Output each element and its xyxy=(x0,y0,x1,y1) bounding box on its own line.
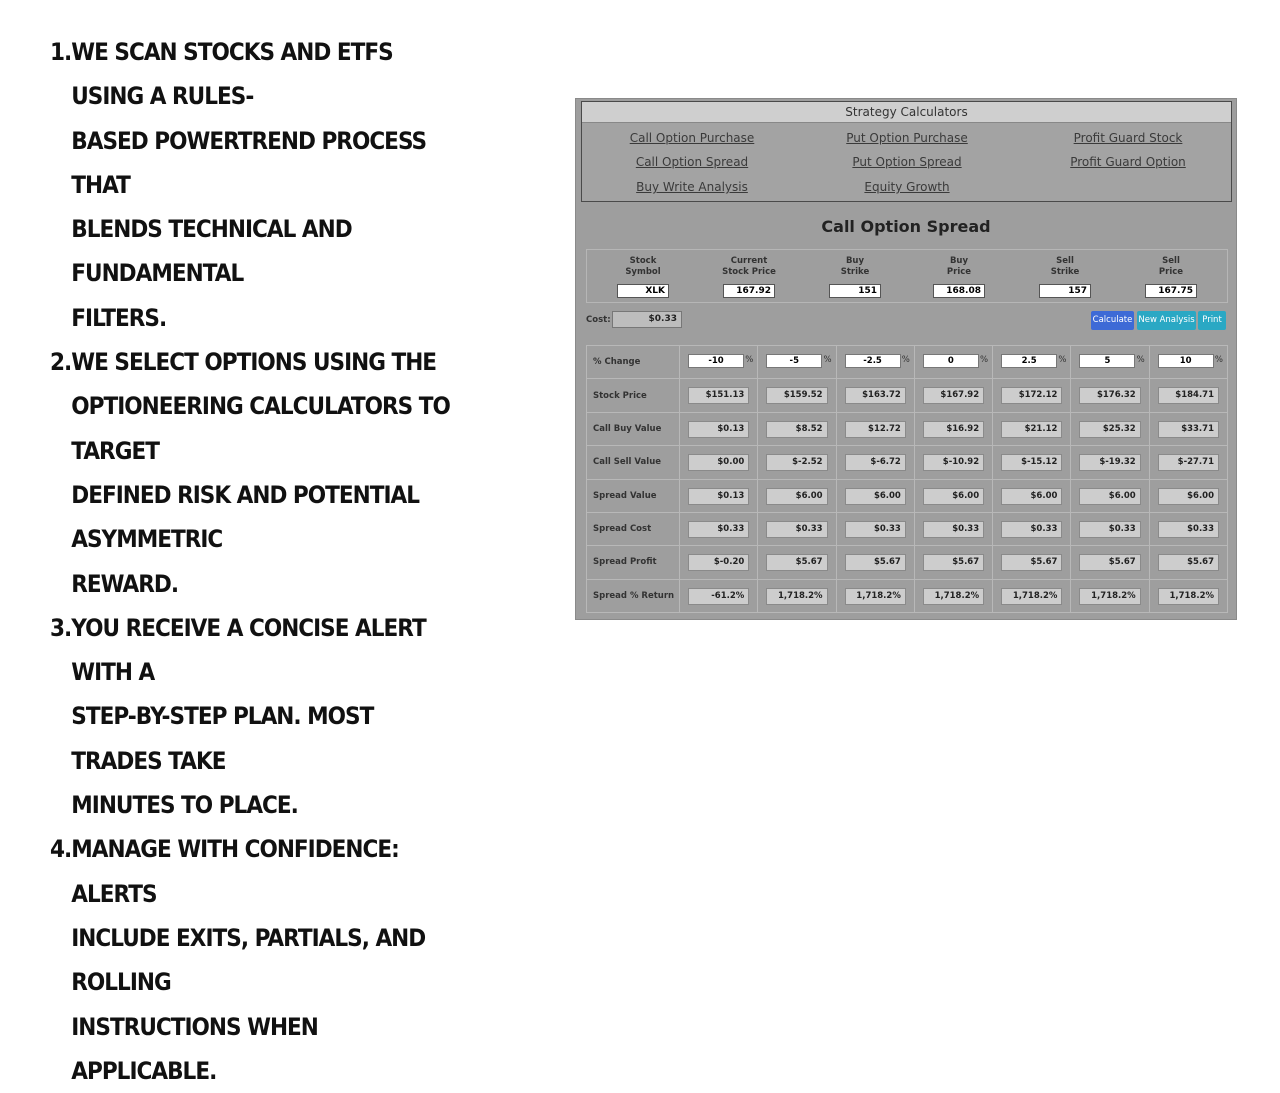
steps-list xyxy=(50,30,510,1093)
table-cell xyxy=(1071,546,1149,579)
table-cell xyxy=(993,512,1071,545)
percent-symbol: % xyxy=(1058,355,1067,365)
input-label-sell-price xyxy=(1121,256,1221,278)
calculate-button[interactable]: Calculate xyxy=(1091,311,1134,330)
percent-symbol: % xyxy=(901,355,910,365)
label-line: Sell xyxy=(1162,256,1180,266)
label-line: Symbol xyxy=(625,267,661,277)
menu-title: Strategy Calculators xyxy=(582,102,1231,123)
table-cell xyxy=(680,512,758,545)
table-cell xyxy=(1149,379,1227,412)
percent-change-input[interactable]: -10 xyxy=(688,354,744,368)
step-line: REWARD. xyxy=(71,569,179,598)
percent-change-input[interactable]: 5 xyxy=(1079,354,1135,368)
strategy-calculators-menu xyxy=(581,101,1232,202)
table-cell xyxy=(1149,346,1227,379)
table-cell xyxy=(836,379,914,412)
table-cell xyxy=(993,346,1071,379)
table-cell xyxy=(1149,479,1227,512)
table-cell xyxy=(993,579,1071,612)
table-cell xyxy=(993,446,1071,479)
step-item xyxy=(50,30,464,340)
result-value: $-2.52 xyxy=(766,454,827,471)
label-line: Stock Price xyxy=(722,267,776,277)
percent-symbol: % xyxy=(823,355,832,365)
table-cell xyxy=(836,479,914,512)
step-text xyxy=(71,30,464,340)
input-label-current-price xyxy=(699,256,799,278)
label-line: Sell xyxy=(1056,256,1074,266)
result-value: $163.72 xyxy=(845,387,906,404)
input-label-buy-price xyxy=(909,256,1009,278)
result-value: -61.2% xyxy=(688,588,749,605)
sell-price-input[interactable]: 167.75 xyxy=(1145,284,1197,298)
percent-symbol: % xyxy=(1136,355,1145,365)
step-line: FILTERS. xyxy=(71,303,167,332)
percent-symbol: % xyxy=(980,355,989,365)
percent-symbol: % xyxy=(745,355,754,365)
table-cell xyxy=(1071,346,1149,379)
link-profit-guard-option[interactable]: Profit Guard Option xyxy=(1070,155,1186,169)
table-cell xyxy=(1071,446,1149,479)
link-call-option-spread[interactable]: Call Option Spread xyxy=(635,155,749,169)
table-cell xyxy=(758,512,836,545)
result-value: $0.33 xyxy=(923,521,984,538)
percent-symbol: % xyxy=(1214,355,1223,365)
result-value: $16.92 xyxy=(923,421,984,438)
step-line: DEFINED RISK AND POTENTIAL ASYMMETRIC xyxy=(71,480,420,554)
label-line: Current xyxy=(730,256,768,266)
result-value: $0.33 xyxy=(688,521,749,538)
table-cell xyxy=(993,412,1071,445)
table-cell xyxy=(836,546,914,579)
result-value: 1,718.2% xyxy=(1158,588,1219,605)
result-value: $8.52 xyxy=(766,421,827,438)
result-value: $21.12 xyxy=(1001,421,1062,438)
table-cell xyxy=(1149,579,1227,612)
result-value: $-0.20 xyxy=(688,554,749,571)
new-analysis-button[interactable]: New Analysis xyxy=(1137,311,1196,330)
link-buy-write-analysis[interactable]: Buy Write Analysis xyxy=(636,180,748,194)
table-cell xyxy=(993,479,1071,512)
input-label-buy-strike xyxy=(805,256,905,278)
table-row xyxy=(587,512,1228,545)
result-value: $0.13 xyxy=(688,421,749,438)
result-value: $6.00 xyxy=(1079,488,1140,505)
result-value: $0.33 xyxy=(1079,521,1140,538)
table-cell xyxy=(758,379,836,412)
result-value: 1,718.2% xyxy=(1079,588,1140,605)
table-cell xyxy=(1149,446,1227,479)
step-item xyxy=(50,340,464,606)
link-profit-guard-stock[interactable]: Profit Guard Stock xyxy=(1073,131,1183,145)
cost-label: Cost: xyxy=(586,315,611,325)
table-cell xyxy=(1149,546,1227,579)
result-value: 1,718.2% xyxy=(845,588,906,605)
result-value: $0.00 xyxy=(688,454,749,471)
result-value: $5.67 xyxy=(845,554,906,571)
print-button[interactable]: Print xyxy=(1198,311,1226,330)
percent-change-input[interactable]: -5 xyxy=(766,354,822,368)
step-number: 1. xyxy=(50,38,72,66)
step-text xyxy=(71,827,464,1093)
link-call-option-purchase[interactable]: Call Option Purchase xyxy=(629,131,755,145)
label-line: Price xyxy=(946,267,972,277)
table-row xyxy=(587,546,1228,579)
step-line: MANAGE WITH CONFIDENCE: ALERTS xyxy=(71,835,399,908)
result-value: $6.00 xyxy=(923,488,984,505)
table-cell xyxy=(914,579,992,612)
table-cell xyxy=(680,479,758,512)
results-table xyxy=(586,345,1228,613)
table-cell xyxy=(993,546,1071,579)
label-line: Strike xyxy=(1050,267,1080,277)
input-label-sell-strike xyxy=(1015,256,1115,278)
result-value: $12.72 xyxy=(845,421,906,438)
table-cell xyxy=(836,446,914,479)
table-cell xyxy=(836,346,914,379)
table-row xyxy=(587,579,1228,612)
result-value: 1,718.2% xyxy=(923,588,984,605)
result-value: $-6.72 xyxy=(845,454,906,471)
label-line: Stock xyxy=(629,256,657,266)
result-value: $5.67 xyxy=(1158,554,1219,571)
table-cell xyxy=(758,546,836,579)
result-value: $25.32 xyxy=(1079,421,1140,438)
percent-change-input[interactable]: 10 xyxy=(1158,354,1214,368)
result-value: $33.71 xyxy=(1158,421,1219,438)
row-label: Spread Profit xyxy=(587,546,680,579)
result-value: $-10.92 xyxy=(923,454,984,471)
table-cell xyxy=(914,446,992,479)
row-label: Call Buy Value xyxy=(587,412,680,445)
stock-symbol-input[interactable]: XLK xyxy=(617,284,669,298)
table-cell xyxy=(1071,412,1149,445)
table-cell xyxy=(1071,512,1149,545)
result-value: $0.33 xyxy=(1001,521,1062,538)
menu-links xyxy=(582,123,1231,201)
result-value: $167.92 xyxy=(923,387,984,404)
row-label: Spread Cost xyxy=(587,512,680,545)
percent-change-input[interactable]: 2.5 xyxy=(1001,354,1057,368)
step-number: 4. xyxy=(50,835,72,864)
step-item xyxy=(50,606,464,827)
label-line: Price xyxy=(1158,267,1184,277)
result-value: $5.67 xyxy=(1079,554,1140,571)
percent-change-input[interactable]: 0 xyxy=(923,354,979,368)
step-line: BASED POWERTREND PROCESS THAT xyxy=(71,126,427,199)
table-row xyxy=(587,346,1228,379)
table-row xyxy=(587,446,1228,479)
result-value: $-15.12 xyxy=(1001,454,1062,471)
result-value: $5.67 xyxy=(923,554,984,571)
input-label-stock-symbol xyxy=(593,256,693,278)
label-line: Buy xyxy=(845,256,865,266)
table-cell xyxy=(680,546,758,579)
result-value: $151.13 xyxy=(688,387,749,404)
step-line: WE SCAN STOCKS AND ETFS USING A RULES- xyxy=(71,38,393,111)
row-label: Stock Price xyxy=(587,379,680,412)
table-cell xyxy=(680,346,758,379)
result-value: $0.33 xyxy=(845,521,906,538)
link-put-option-purchase[interactable]: Put Option Purchase xyxy=(846,131,968,145)
row-label: Spread Value xyxy=(587,479,680,512)
buy-price-input[interactable]: 168.08 xyxy=(933,284,985,298)
row-label: % Change xyxy=(587,346,680,379)
table-cell xyxy=(836,512,914,545)
step-number: 3. xyxy=(50,613,72,642)
step-number: 2. xyxy=(50,348,72,377)
step-line: WE SELECT OPTIONS USING THE xyxy=(71,348,437,377)
step-line: BLENDS TECHNICAL AND FUNDAMENTAL xyxy=(71,215,352,288)
table-cell xyxy=(680,579,758,612)
percent-change-input[interactable]: -2.5 xyxy=(845,354,901,368)
result-value: $6.00 xyxy=(1001,488,1062,505)
result-value: $6.00 xyxy=(766,488,827,505)
table-cell xyxy=(914,512,992,545)
table-cell xyxy=(1149,512,1227,545)
table-cell xyxy=(914,346,992,379)
buy-strike-input[interactable]: 151 xyxy=(829,284,881,298)
table-cell xyxy=(1149,412,1227,445)
table-cell xyxy=(914,412,992,445)
table-cell xyxy=(914,546,992,579)
label-line: Strike xyxy=(840,267,870,277)
table-row xyxy=(587,379,1228,412)
row-label: Call Sell Value xyxy=(587,446,680,479)
table-cell xyxy=(680,446,758,479)
label-line: Buy xyxy=(949,256,969,266)
result-value: $0.33 xyxy=(766,521,827,538)
result-value: $0.13 xyxy=(688,488,749,505)
step-line: YOU RECEIVE A CONCISE ALERT WITH A xyxy=(71,613,426,687)
result-value: $-19.32 xyxy=(1079,454,1140,471)
table-cell xyxy=(1071,379,1149,412)
table-cell xyxy=(680,412,758,445)
table-cell xyxy=(758,479,836,512)
result-value: $6.00 xyxy=(845,488,906,505)
link-equity-growth[interactable]: Equity Growth xyxy=(864,180,950,194)
result-value: $172.12 xyxy=(1001,387,1062,404)
result-value: $6.00 xyxy=(1158,488,1219,505)
link-put-option-spread[interactable]: Put Option Spread xyxy=(852,155,962,169)
table-cell xyxy=(836,412,914,445)
step-line: STEP-BY-STEP PLAN. MOST TRADES TAKE xyxy=(71,702,374,775)
calculator-panel xyxy=(575,98,1237,620)
table-cell xyxy=(758,346,836,379)
inputs-section xyxy=(586,249,1228,303)
row-label: Spread % Return xyxy=(587,579,680,612)
table-cell xyxy=(758,446,836,479)
current-price-input[interactable]: 167.92 xyxy=(723,284,775,298)
table-cell xyxy=(758,412,836,445)
step-line: INSTRUCTIONS WHEN APPLICABLE. xyxy=(71,1012,318,1085)
table-cell xyxy=(1071,479,1149,512)
result-value: 1,718.2% xyxy=(1001,588,1062,605)
step-line: OPTIONEERING CALCULATORS TO TARGET xyxy=(71,392,450,465)
cost-field: $0.33 xyxy=(612,311,682,328)
table-row xyxy=(587,479,1228,512)
result-value: $-27.71 xyxy=(1158,454,1219,471)
calculator-title: Call Option Spread xyxy=(821,217,991,236)
result-value: $5.67 xyxy=(766,554,827,571)
result-value: $5.67 xyxy=(1001,554,1062,571)
result-value: $184.71 xyxy=(1158,387,1219,404)
step-item xyxy=(50,827,464,1093)
table-cell xyxy=(914,379,992,412)
step-text xyxy=(71,606,464,827)
result-value: $176.32 xyxy=(1079,387,1140,404)
result-value: $159.52 xyxy=(766,387,827,404)
table-cell xyxy=(680,379,758,412)
result-value: $0.33 xyxy=(1158,521,1219,538)
result-value: 1,718.2% xyxy=(766,588,827,605)
table-cell xyxy=(1071,579,1149,612)
step-line: MINUTES TO PLACE. xyxy=(71,791,298,820)
step-text xyxy=(71,340,464,606)
sell-strike-input[interactable]: 157 xyxy=(1039,284,1091,298)
table-row xyxy=(587,412,1228,445)
table-cell xyxy=(993,379,1071,412)
table-cell xyxy=(836,579,914,612)
table-cell xyxy=(914,479,992,512)
step-line: INCLUDE EXITS, PARTIALS, AND ROLLING xyxy=(71,923,426,997)
table-cell xyxy=(758,579,836,612)
